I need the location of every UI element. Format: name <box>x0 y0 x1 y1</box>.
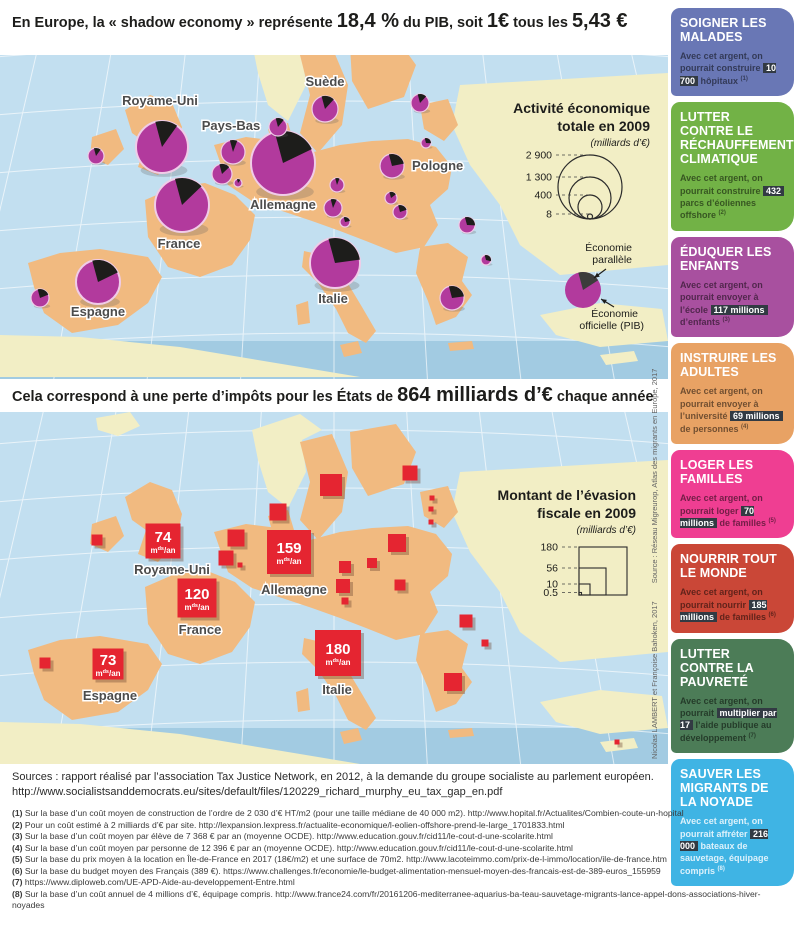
svg-text:10: 10 <box>546 578 558 591</box>
svg-text:Économie: Économie <box>585 242 632 254</box>
svg-text:Montant de l’évasion: Montant de l’évasion <box>497 487 636 503</box>
sidebar-box-title: ÉDUQUER LES ENFANTS <box>680 244 772 273</box>
footnotes <box>12 808 792 912</box>
sidebar-soigner-highlight: 10 700 <box>680 63 777 86</box>
headline2-text: Cela correspond à une perte d’impôts pour les États de <box>12 389 398 405</box>
sidebar-eduquer-text: d’enfants <box>680 317 723 328</box>
sidebar-eduquer-highlight: 117 millions <box>711 305 768 315</box>
evasion-value: 120 <box>184 586 210 603</box>
country-label: Pays-Bas <box>201 118 261 133</box>
country-label: France <box>178 622 222 637</box>
footnote-ref: (1) <box>12 808 25 819</box>
pie-irlande <box>88 148 105 165</box>
headline1-text: 1€ <box>486 10 510 32</box>
sidebar-box-body <box>680 695 786 745</box>
headline1-text: 18,4 % <box>336 10 400 32</box>
footnote-text: https://www.diploweb.com/UE-APD-Aide-au-developpement-Entre.html <box>24 877 295 888</box>
evasion-unit: $m^{ds}/an$ <box>184 603 210 612</box>
headline1-text: tous les <box>509 15 572 31</box>
footnote-ref: (4) <box>12 842 25 853</box>
headline1-text: du PIB, soit <box>399 15 487 31</box>
square-italie <box>315 630 364 679</box>
pie-grece <box>440 286 465 312</box>
footnote-text: Sur la base du budget moyen des Français (389 €). https://www.challenges.fr/economie/le-budget-alimentation-mensuel-moyen-des-francais-est-de-389-euros_155959 <box>24 865 661 876</box>
sidebar-box-title: INSTRUIRE LES ADULTES <box>680 351 777 380</box>
sidebar-soigner-text: hôpitaux <box>698 75 741 86</box>
svg-text:Économie: Économie <box>591 308 638 320</box>
evasion-unit: $m^{ds}/an$ <box>325 658 351 667</box>
footnote-text: Sur la base du prix moyen à la location en Île-de-France en 2017 (18€/m2) et une surface de 70m2. http://www.lacoteimmo.com/prix-de-l-immo/location/ile-de-france.htm <box>24 854 667 865</box>
sidebar-box-pauvrete <box>671 639 794 754</box>
square-grece <box>444 673 465 694</box>
pie-roumanie <box>459 217 476 234</box>
land-eu <box>296 688 310 712</box>
sidebar-box-title: LOGER LES FAMILLES <box>680 458 754 487</box>
sources-block <box>12 770 792 912</box>
square-france <box>178 579 220 621</box>
sources-line1: Sources : rapport réalisé par l’association Tax Justice Network, en 2012, à la demande du groupe socialiste au parlement européen. <box>12 771 654 783</box>
sidebar-box-instruire <box>671 343 794 444</box>
country-label: Italie <box>318 291 348 306</box>
footnote-2 <box>12 820 792 832</box>
footnote-text: Sur la base d’un coût annuel de 4 millions d’€, équipage compris. http://www.france24.com/fr/20161206-mediterranee-aquarius-ba-teau-sauvetage-migrants-lance-appel-dons-associations-hiver-noyades <box>12 888 761 911</box>
credits-source: Source : Réseau Migreurop, Atlas des migrants en Europe, 2017 <box>650 368 659 584</box>
sidebar-box-title: LUTTER CONTRE LE RÉCHAUFFEMENT CLIMATIQUE <box>680 110 794 167</box>
credits-vertical <box>650 357 659 759</box>
footnote-text: Pour un coût estimé à 2 milliards d’€ par site. http://lexpansion.lexpress.fr/actualite-economique/l-eolien-offshore-prend-le-large_1701833.html <box>24 819 565 830</box>
headline1-text: En Europe, la « shadow economy » représente <box>12 15 337 31</box>
evasion-value: 159 <box>276 540 302 557</box>
sidebar-box-soigner <box>671 8 794 96</box>
sidebar-box-nourrir <box>671 544 794 632</box>
sidebar-box-body <box>680 492 786 529</box>
square-espagne <box>93 649 127 683</box>
sidebar-pauvrete-ref: (7) <box>748 732 756 739</box>
headline1-text: 5,43 € <box>571 10 628 32</box>
sidebar-box-body <box>680 279 786 329</box>
sidebar-actions <box>671 8 794 886</box>
sidebar-nourrir-highlight: 185 millions <box>680 599 767 623</box>
sidebar-nourrir-text: Avec cet argent, on pourrait nourrir <box>680 587 763 610</box>
country-label: Allemagne <box>250 197 316 212</box>
sidebar-box-body <box>680 172 786 222</box>
svg-text:officielle (PIB): officielle (PIB) <box>579 320 644 332</box>
sidebar-climat-text: parcs d’éoliennes offshore <box>680 198 757 221</box>
sidebar-soigner-ref: (1) <box>740 75 748 82</box>
country-label: France <box>157 236 201 251</box>
country-label: Royame-Uni <box>134 562 210 577</box>
sidebar-box-title: NOURRIR TOUT LE MONDE <box>680 552 777 581</box>
sidebar-box-body <box>680 586 786 623</box>
sidebar-eduquer-text: Avec cet argent, on pourrait envoyer à l’école <box>680 279 763 315</box>
sidebar-climat-text: Avec cet argent, on pourrait construire <box>680 173 764 196</box>
sidebar-climat-ref: (2) <box>718 210 726 217</box>
square-allemagne <box>267 530 314 577</box>
svg-text:2 900: 2 900 <box>525 149 552 162</box>
sidebar-climat-highlight: 432 <box>763 186 784 196</box>
sidebar-migrants-highlight: 216 000 <box>680 828 769 851</box>
pie-pays-bas <box>221 140 246 166</box>
credits-authors: Nicolas LAMBERT et Françoise Bahoken, 2017 <box>650 601 659 759</box>
svg-text:8: 8 <box>546 208 552 221</box>
pie-pologne <box>380 154 405 180</box>
footnote-3 <box>12 831 792 843</box>
sidebar-nourrir-text: de familles <box>717 612 769 623</box>
pie-royame-uni <box>136 121 188 177</box>
map-tax-evasion <box>0 412 668 764</box>
sidebar-pauvrete-text: Avec cet argent, on pourrait <box>680 695 763 718</box>
svg-text:400: 400 <box>534 189 552 202</box>
country-label: Pologne <box>412 158 464 173</box>
headline2-text: 864 milliards d’€ <box>397 384 553 406</box>
evasion-unit: $m^{ds}/an$ <box>276 557 302 566</box>
sidebar-loger-highlight: 70 millions <box>680 505 755 528</box>
pie-france <box>155 178 209 236</box>
country-label: Suède <box>305 74 345 89</box>
square-royame-uni <box>146 524 184 562</box>
sidebar-box-title: SOIGNER LES MALADES <box>680 16 767 44</box>
footnote-8 <box>12 889 792 912</box>
sidebar-migrants-text: Avec cet argent, on pourrait affréter <box>680 816 763 839</box>
footnote-text: Sur la base d’un coût moyen par personne de 12 396 € par an (moyenne OCDE). http://www.education.gouv.fr/cid11/le-cout-d-une-scolarite.html <box>24 842 573 853</box>
sidebar-box-eduquer <box>671 237 794 338</box>
evasion-unit: $m^{ds}/an$ <box>150 546 176 555</box>
footnote-5 <box>12 854 792 866</box>
map-shadow-economy <box>0 55 668 379</box>
svg-text:1 300: 1 300 <box>525 171 552 184</box>
sidebar-eduquer-ref: (3) <box>722 317 730 324</box>
evasion-value: 74 <box>154 529 172 546</box>
pie-espagne <box>76 260 120 307</box>
sidebar-instruire-text: Avec cet argent, on pourrait envoyer à l’université <box>680 386 763 422</box>
sidebar-box-body <box>680 50 786 87</box>
footnote-ref: (5) <box>12 854 25 865</box>
sidebar-instruire-text: de personnes <box>680 423 742 434</box>
footnote-text: Sur la base d’un coût moyen par élève de 7 368 € par an (moyenne OCDE). http://www.education.gouv.fr/cid11/le-cout-d-une-scolarite.html <box>24 831 553 842</box>
headline-shadow-economy <box>12 10 628 33</box>
square-pays-bas <box>228 530 248 550</box>
sidebar-migrants-text: bateaux de sauvetage, équipage compris <box>680 840 769 876</box>
square-pologne <box>388 534 409 555</box>
sidebar-box-title: SAUVER LES MIGRANTS DE LA NOYADE <box>680 767 769 810</box>
footnote-ref: (3) <box>12 831 25 842</box>
svg-text:180: 180 <box>540 541 558 554</box>
sidebar-box-loger <box>671 450 794 538</box>
footnote-ref: (6) <box>12 865 25 876</box>
pie-allemagne <box>251 131 315 200</box>
svg-text:Activité économique: Activité économique <box>513 100 650 116</box>
sidebar-pauvrete-text: l’aide publique au développement <box>680 720 772 743</box>
svg-text:(milliards d’€): (milliards d’€) <box>590 138 650 149</box>
pie-italie <box>310 238 360 292</box>
svg-text:0.5: 0.5 <box>543 587 558 599</box>
footnote-7 <box>12 877 792 889</box>
footnote-1 <box>12 808 792 820</box>
sidebar-loger-ref: (5) <box>768 517 776 524</box>
sidebar-loger-text: Avec cet argent, on pourrait loger <box>680 493 763 516</box>
evasion-value: 73 <box>99 652 117 669</box>
sidebar-box-climat <box>671 102 794 231</box>
svg-text:(milliards d’€): (milliards d’€) <box>576 525 636 536</box>
sidebar-soigner-text: Avec cet argent, on pourrait construire <box>680 51 764 74</box>
evasion-unit: $m^{ds}/an$ <box>95 669 121 678</box>
country-label: Espagne <box>70 304 126 319</box>
sidebar-nourrir-ref: (6) <box>768 612 776 619</box>
sources-line2: http://www.socialistsanddemocrats.eu/sites/default/files/120229_richard_murphy_eu_tax_gap_en.pdf <box>12 785 503 798</box>
pie-suede <box>312 96 339 124</box>
land-eu <box>296 301 310 325</box>
headline-tax-loss <box>12 384 654 407</box>
footnote-6 <box>12 866 792 878</box>
svg-text:parallèle: parallèle <box>592 254 632 266</box>
square-danemark <box>270 504 290 524</box>
headline2-text: chaque année <box>552 389 654 405</box>
sidebar-instruire-highlight: 69 millions <box>730 411 783 421</box>
footnote-ref: (2) <box>12 819 25 830</box>
country-label: Espagne <box>82 688 138 703</box>
evasion-value: 180 <box>325 641 351 658</box>
footnote-4 <box>12 843 792 855</box>
svg-text:totale en 2009: totale en 2009 <box>557 118 650 134</box>
footnote-text: Sur la base d’un coût moyen de construction de l’ordre de 2 030 d’€ HT/m2 (pour une taille médiane de 40 000 m2). http://www.hopital.fr/Actualites/Combien-coute-un-hopital <box>24 808 684 819</box>
country-label: Italie <box>322 682 352 697</box>
country-label: Royame-Uni <box>122 93 198 108</box>
sidebar-loger-text: de familles <box>717 517 769 528</box>
footnote-ref: (7) <box>12 877 25 888</box>
svg-text:fiscale en 2009: fiscale en 2009 <box>537 505 636 521</box>
svg-text:56: 56 <box>546 562 558 575</box>
footnote-ref: (8) <box>12 888 25 899</box>
sidebar-box-body <box>680 385 786 435</box>
sidebar-migrants-ref: (8) <box>717 865 725 872</box>
square-suede <box>320 474 345 499</box>
sidebar-instruire-ref: (4) <box>741 423 749 430</box>
sidebar-box-title: LUTTER CONTRE LA PAUVRETÉ <box>680 646 754 689</box>
country-label: Allemagne <box>261 582 327 597</box>
sidebar-pauvrete-highlight: multiplier par 17 <box>680 707 777 731</box>
